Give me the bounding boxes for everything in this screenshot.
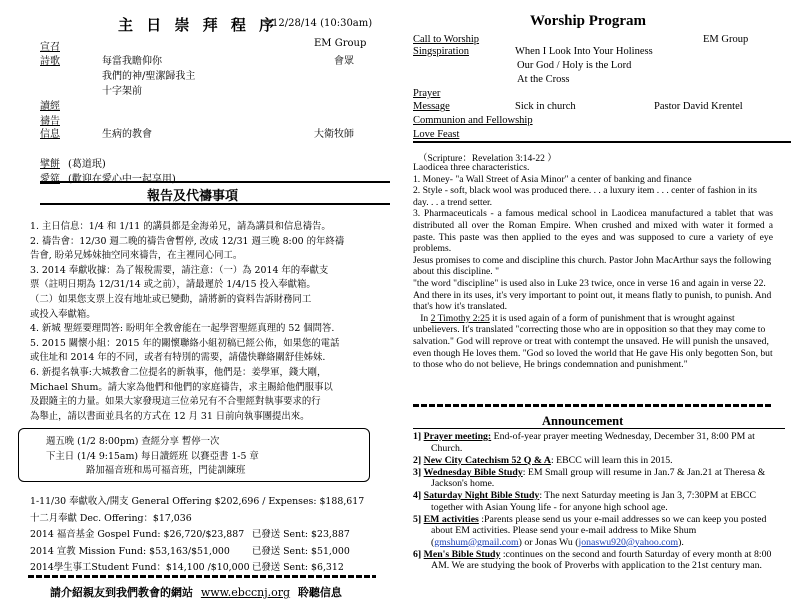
announce-line-zh: 2. 禱告會：12/30 週二晚的禱告會暫停, 改成 12/31 週三晚 8:00 的年終禱 [30,235,345,247]
program-detail-en: When I Look Into Your Holiness [515,46,653,57]
announce-line-zh: 4. 新城 聖經要理問答: 盼明年全教會能在一起學習聖經真理的 52 個問答. [30,323,335,335]
announce-line-zh: 或住址和 2014 年的不同，或者有特別的需要，請儘快聯絡關舒佳姊妹. [30,352,326,364]
offering-line: 2014 宣教 Mission Fund: $53,163/$51,000 [30,545,230,557]
announce-line-zh: 票（註明日期為 12/31/14 或之前），請最遲於 1/4/15 投入奉獻箱。 [30,279,316,291]
announce-title-zh: 報告及代禱事項 [147,189,239,204]
announcement-heading: Prayer meeting: [423,431,492,442]
program-leader-zh: 會眾 [334,56,354,67]
announcement-list [413,431,773,572]
program-label-zh: 讀經 [40,101,60,112]
program-label-en: Call to Worship [413,34,480,45]
announcement-number: 5] [413,513,422,525]
program-label-zh: 詩歌 [40,56,60,67]
announcement-text: : The next Saturday meeting is Jan 3, 7:30PM at EBCC together with Asian Young life - for anyone high school age. [431,490,757,513]
program-label-zh: 禱告 [40,116,60,127]
announce-line-zh: 1. 主日信息：1/4 和 1/11 的講員都是金海弟兄，請為講員和信息禱告。 [30,221,331,232]
announce-line-zh: 及跟隨主的力量。如果大家發現這三位弟兄有不合聖經對執事要求的行 [30,396,321,408]
announcement-text: End-of-year prayer meeting Wednesday, December 31, 8:00 PM at Church. [431,431,755,454]
announcement-item [413,467,773,490]
offering-sent: 已發送 Sent: $23,887 [252,529,350,540]
announce-line-zh: 或投入奉獻箱。 [30,308,96,320]
program-label-en: Communion and Fellowship [413,115,533,126]
announcement-item [413,455,773,467]
program-label-en: Prayer [413,88,441,99]
program-label-zh: 愛筵 [40,174,60,185]
point-money: 1. Money- "a Wall Street of Asia Minor" a center of banking and finance [413,173,692,185]
announce-line-zh: 6. 新提名執事:大城教會二位提名的新執事，他們是：姜學軍，錢大剛， [30,367,327,378]
program-label-en: Love Feast [413,129,460,140]
divider [413,141,791,143]
program-label-en: Message [413,101,450,112]
program-title-en: Worship Program [530,13,646,29]
announce-line-zh: 為舉止，請以書面並具名的方式在 12 月 31 日前向執事團提出來。 [30,410,310,422]
program-title-zh: 主 日 崇 拜 程 序 [118,16,279,34]
announce-line-zh: 告會, 盼弟兄姊妹抽空同來禱告，在主裡同心同工。 [30,250,243,262]
announcement-heading: Wednesday Bible Study [423,466,523,478]
announcement-text: : EBCC will learn this in 2015. [550,454,673,466]
announcement-item [413,431,773,454]
email-link-mike[interactable]: gmshum@gmail.com [434,536,519,548]
program-label-zh: 宣召 [40,42,60,53]
announcement-text: :Parents please send us your e-mail addresses so we can keep you posted about EM activities. Please send your e-mail address to Mike Shum ( [431,513,767,548]
email-separator: ) or Jonas Wu ( [518,536,579,548]
divider [40,181,390,183]
announcement-text: : EM Small group will resume in Jan.7 & Jan.21 at Theresa & Jackson's home. [431,466,766,489]
announcement-number: 4] [413,490,422,501]
program-leader-zh: 大衛牧師 [314,129,354,140]
program-detail-en: Sick in church [515,101,576,112]
schedule-line: 下主日 (1/4 9:15am) 每日讀經班 以賽亞書 1-5 章 [46,450,259,462]
timothy-paragraph: In 2 Timothy 2:25 it is used again of a form of punishment that is wrought against unbelievers. It's translated "correcting those who are in opposition so that they may come to salvation." God will reprove or treat with contempt the unsaved. He will punish the unsaved, even though He loves them. "God so loved the world that He gave His only begotten Son, but to those who do not believe, He brings condemnation and punishment." [413,312,773,371]
announce-line-zh: （二）如果您支票上沒有地址或已變動，請將新的資料告訴財務同工 [30,294,312,305]
announcement-number: 6] [413,548,422,560]
offering-line: 1-11/30 奉獻收入/開支 General Offering $202,696 / Expenses: $188,617 [30,496,365,507]
footer-text: 請介紹親友到我們教會的網站 www.ebccnj.org 聆聽信息 [50,586,342,599]
offering-line: 2014學生事工Student Fund：$14,100 /$10,000 [30,562,250,573]
announcement-title: Announcement [542,414,624,428]
schedule-line: 週五晚 (1/2 8:00pm) 查經分享 暫停一次 [46,436,220,447]
announcement-text: :continues on the second and fourth Saturday of every month at 8:00 AM. We are studying the book of Proverbs with application to the 21st century man. [431,548,772,571]
scripture-ref: （Scripture：Revelation 3:14-22 ） [418,154,557,164]
scripture-link[interactable]: 2 Timothy 2:25 [430,312,490,324]
point-style: 2. Style - soft, black wool was produced there. . . a luxury item . . . center of fashion in its day. . . a trend setter. [413,185,757,208]
announcement-heading: EM activities [423,513,479,525]
email-link-jonas[interactable]: jonaswu920@yahoo.com [578,536,679,548]
announcement-number: 1] [413,431,422,442]
point-pharmaceuticals: 3. Pharmaceuticals - a famous medical school in Laodicea manufactured a tablet that was distributed all over the Roman Empire. When crushed and mixed with water it formed a paste. This paste was then applied to the eyes and was supposed to cure a variety of eye problems. [413,208,773,255]
english-bulletin [396,0,792,612]
announcement-item [413,549,773,572]
program-item-zh: 我們的神/聖潔歸我主 [102,71,196,82]
website-link[interactable]: www.ebccnj.org [200,586,291,599]
announcement-number: 2] [413,454,422,466]
program-item-zh: (葛道珉) [68,159,106,170]
announcement-item [413,490,773,513]
program-leader-en: EM Group [703,34,749,45]
program-date: 12/28/14 (10:30am) [272,18,373,29]
program-item-zh: 生病的教會 [102,129,152,140]
schedule-line: 路加福音班和馬可福音班，門徒訓練班 [86,465,246,476]
offering-line: 十二月奉獻 Dec. Offering：$17,036 [30,512,192,524]
announce-line-zh: 3. 2014 奉獻收據：為了報稅需要，請注意：（一）為 2014 年的奉獻支 [30,264,329,276]
offering-line: 2014 福音基金 Gospel Fund: $26,720/$23,887 [30,529,245,540]
announcement-heading: Saturday Night Bible Study [423,490,540,501]
offering-sent: 已發送 Sent: $6,312 [252,562,344,573]
divider [413,428,785,429]
program-label-zh: 信息 [40,129,60,140]
announcement-heading: New City Catechism 52 Q & A [423,454,551,466]
announce-line-zh: Michael Shum。請大家為他們和他們的家庭禱告，求主賜給他們服事以 [30,381,333,393]
program-item-zh: 十字架前 [102,86,142,97]
divider [413,404,773,407]
program-label-en: Singspiration [413,46,470,57]
program-detail-en: Our God / Holy is the Lord [517,60,632,71]
program-detail-en: At the Cross [517,74,570,85]
announcement-number: 3] [413,466,422,478]
program-leader-en: Pastor David Krentel [654,101,743,112]
email-end: ). [678,536,684,548]
divider [28,575,376,578]
program-label-zh: 擘餅 [40,159,60,170]
program-leader-zh: EM Group [314,38,367,49]
program-item-zh: 每當我瞻仰你 [102,56,162,67]
program-item-zh: (歡迎在愛心中一起享用) [68,174,176,185]
sermon-notes: Laodicea three characteristics. 1. Money- "a Wall Street of Asia Minor" a center of banking and finance 2. Style - soft, black wool was produced there. . . a luxury item . . . center of fashion in its day. . . a trend setter. 3. Pharmaceuticals - a famous medical school in Laodicea manufactured a tablet that was distributed all over the Roman Empire. When crushed and mixed with water it formed a paste. This paste was then applied to the eyes and was supposed to cure a variety of eye problems. Jesus promises to come and discipline this church. Pastor John MacArthur says the following about this discipline. " "the word "discipline" is used also in Luke 23 twice, once in verse 16 and again in verse 22. And there in its uses, it's very important to point out, it means flatly to punish, to punish. And that's how it's translated. In 2 Timothy 2:25 it is used again of a form of punishment that is wrought against unbelievers. It's translated "correcting those who are in opposition so that they may come to salvation." God will reprove or treat with contempt the unsaved. He will punish the unsaved, even though He loves them. "God so loved the world that He gave His only begotten Son, but to those who do not believe, He brings condemnation and punishment." [413,162,773,371]
announcement-item [413,514,773,549]
offering-sent: 已發送 Sent: $51,000 [252,545,350,557]
divider [40,203,390,205]
announce-line-zh: 5. 2015 關懷小組：2015 年的關懷聯絡小組初稿已經公佈，如果您的電話 [30,337,340,349]
announcement-heading: Men's Bible Study [423,548,501,560]
